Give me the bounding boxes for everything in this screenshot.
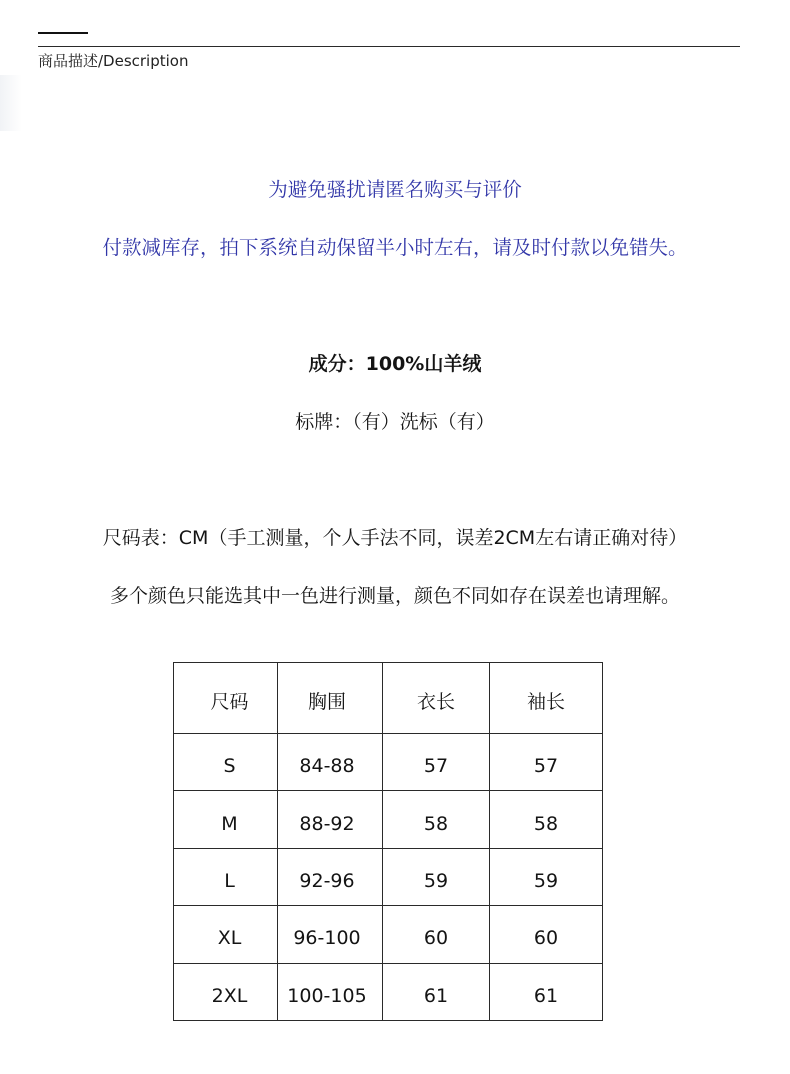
cell-sleeve: 58 [490,791,603,848]
table-row [174,906,603,963]
table-header-row [174,663,603,734]
cell-length: 57 [383,734,490,791]
cell-length: 59 [383,848,490,905]
size-table [173,662,603,1021]
cell-length: 58 [383,791,490,848]
table-row [174,791,603,848]
header-chest: 胸围 [278,663,383,734]
cell-chest: 96-100 [278,906,383,963]
header-size: 尺码 [174,663,278,734]
cell-size: L [174,848,278,905]
section-title: 商品描述/Description [38,52,189,70]
notice-payment-stock: 付款减库存，拍下系统自动保留半小时左右，请及时付款以免错失。 [102,236,688,259]
table-row [174,734,603,791]
cell-sleeve: 59 [490,848,603,905]
top-accent-bar [38,32,88,34]
labels-text: 标牌：（有）洗标（有） [295,411,495,433]
composition-text: 成分：100%山羊绒 [308,353,482,375]
cell-chest: 92-96 [278,848,383,905]
cell-length: 61 [383,963,490,1020]
cell-chest: 88-92 [278,791,383,848]
cell-sleeve: 60 [490,906,603,963]
header-divider [38,46,740,47]
cell-size: XL [174,906,278,963]
cell-chest: 100-105 [278,963,383,1020]
header-length: 衣长 [383,663,490,734]
header-sleeve: 袖长 [490,663,603,734]
cell-sleeve: 57 [490,734,603,791]
cell-size: 2XL [174,963,278,1020]
notice-anonymous-purchase: 为避免骚扰请匿名购买与评价 [268,178,522,201]
table-row [174,848,603,905]
color-measure-note: 多个颜色只能选其中一色进行测量，颜色不同如存在误差也请理解。 [109,585,680,607]
cell-chest: 84-88 [278,734,383,791]
cell-size: S [174,734,278,791]
cell-length: 60 [383,906,490,963]
cell-size: M [174,791,278,848]
decorative-shade [0,75,22,131]
size-chart-note: 尺码表：CM（手工测量，个人手法不同，误差2CM左右请正确对待） [102,527,688,549]
cell-sleeve: 61 [490,963,603,1020]
table-row [174,963,603,1020]
